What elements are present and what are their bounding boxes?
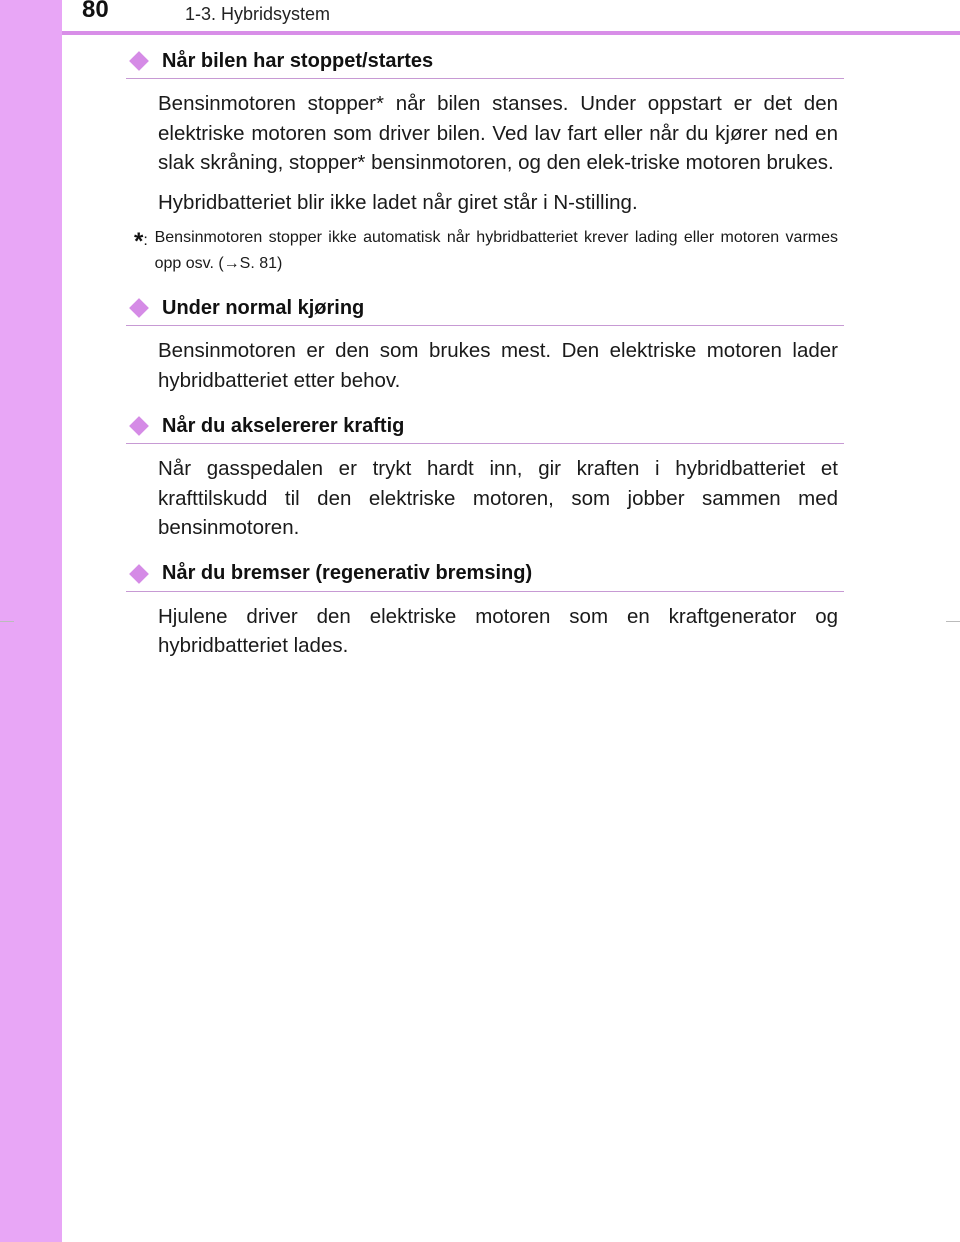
diamond-bullet-icon <box>129 416 149 436</box>
section-title: Når du bremser (regenerativ bremsing) <box>162 562 533 584</box>
header-rule <box>62 31 960 35</box>
paragraph: Bensinmotoren stopper* når bilen stanses. Under oppstart er det den elektriske motoren som driver bilen. Ved lav fart eller når du kjører ned en slak skråning, stopper* bensinmotoren, og den elek-triske motoren brukes. <box>158 92 838 174</box>
diamond-bullet-icon <box>129 564 149 584</box>
section-hard-acceleration <box>124 409 844 543</box>
section-heading <box>126 409 844 444</box>
paragraph: Hybridbatteriet blir ikke ladet når giret står i N-stilling. <box>158 190 638 214</box>
section-heading <box>126 557 844 592</box>
chapter-title: 1-3. Hybridsystem <box>185 4 331 24</box>
footnote-mark: *: <box>134 228 148 255</box>
page-number: 80 <box>82 0 109 23</box>
footnote-text: Bensinmotoren stopper ikke automatisk når hybridbatteriet krever lading eller motoren varmes opp osv. (→S. 81) <box>154 229 838 272</box>
diamond-bullet-icon <box>129 51 149 71</box>
section-stop-start <box>124 44 844 277</box>
diamond-bullet-icon <box>129 298 149 318</box>
page-content <box>124 44 844 661</box>
section-heading <box>126 44 844 79</box>
section-normal-driving <box>124 291 844 395</box>
footnote <box>134 225 838 277</box>
crop-mark-left <box>0 621 14 622</box>
section-title: Når du akselererer kraftig <box>162 414 405 437</box>
section-heading <box>126 291 844 326</box>
section-title: Under normal kjøring <box>162 296 365 319</box>
paragraph: Bensinmotoren er den som brukes mest. Den elektriske motoren lader hybridbatteriet etter behov. <box>158 339 838 392</box>
paragraph: Hjulene driver den elektriske motoren som en kraftgenerator og hybridbatteriet lades. <box>158 604 838 657</box>
section-regenerative-braking <box>124 557 844 661</box>
crop-mark-right <box>946 621 960 622</box>
paragraph: Når gasspedalen er trykt hardt inn, gir kraften i hybridbatteriet et krafttilskudd til den elektriske motoren, som jobber sammen med bensinmotoren. <box>158 457 838 539</box>
section-title: Når bilen har stoppet/startes <box>162 49 434 72</box>
